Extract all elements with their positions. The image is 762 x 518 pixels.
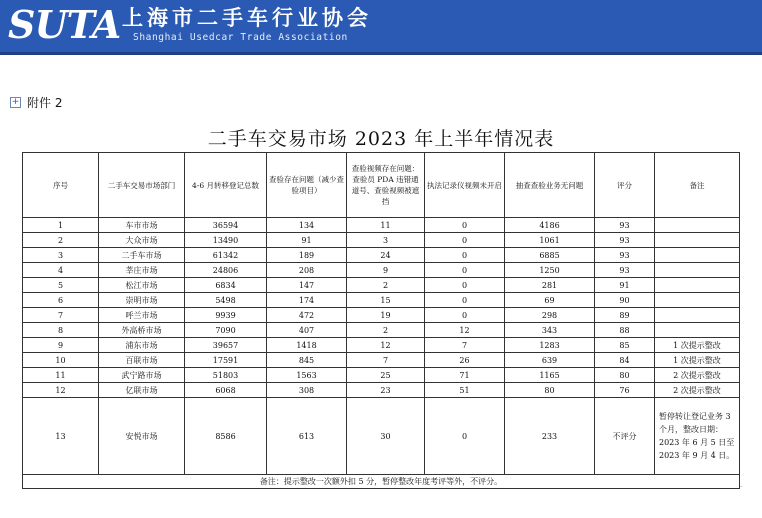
- cell-inspect: 189: [267, 248, 347, 263]
- cell-market: 呼兰市场: [99, 308, 185, 323]
- cell-market: 车市市场: [99, 218, 185, 233]
- cell-score: 不评分: [595, 398, 655, 475]
- cell-video: 30: [347, 398, 425, 475]
- column-header: 二手车交易市场部门: [99, 153, 185, 218]
- cell-recorder: 0: [425, 308, 505, 323]
- column-header: 查验视频存在问题：查验员 PDA 违错通道号、查验视频被遮挡: [347, 153, 425, 218]
- cell-video: 15: [347, 293, 425, 308]
- cell-note: [655, 323, 740, 338]
- cell-note: [655, 278, 740, 293]
- column-header: 抽查查验业务无问题: [505, 153, 595, 218]
- cell-market: 大众市场: [99, 233, 185, 248]
- table-row: [23, 278, 740, 293]
- table-row: [23, 263, 740, 278]
- cell-no: 9: [23, 338, 99, 353]
- attachment-label: 附件 2: [27, 96, 63, 110]
- cell-transfers: 5498: [185, 293, 267, 308]
- cell-sample: 4186: [505, 218, 595, 233]
- footer-row: [23, 475, 740, 489]
- cell-video: 24: [347, 248, 425, 263]
- cell-video: 11: [347, 218, 425, 233]
- table-row: [23, 353, 740, 368]
- cell-recorder: 0: [425, 233, 505, 248]
- cell-sample: 233: [505, 398, 595, 475]
- cell-inspect: 147: [267, 278, 347, 293]
- cell-inspect: 308: [267, 383, 347, 398]
- cell-transfers: 6068: [185, 383, 267, 398]
- cell-inspect: 91: [267, 233, 347, 248]
- org-name-en: Shanghai Usedcar Trade Association: [133, 32, 348, 43]
- cell-note: [655, 293, 740, 308]
- cell-market: 武宁路市场: [99, 368, 185, 383]
- cell-recorder: 0: [425, 218, 505, 233]
- cell-no: 6: [23, 293, 99, 308]
- cell-no: 12: [23, 383, 99, 398]
- cell-recorder: 51: [425, 383, 505, 398]
- table-row: [23, 323, 740, 338]
- cell-recorder: 0: [425, 278, 505, 293]
- cell-no: 13: [23, 398, 99, 475]
- table-row: [23, 368, 740, 383]
- table-row: [23, 218, 740, 233]
- cell-transfers: 61342: [185, 248, 267, 263]
- cell-transfers: 9939: [185, 308, 267, 323]
- column-header: 查验存在问题（减少查验项目）: [267, 153, 347, 218]
- table-header-row: [23, 153, 740, 218]
- cell-market: 亿联市场: [99, 383, 185, 398]
- cell-video: 9: [347, 263, 425, 278]
- cell-no: 7: [23, 308, 99, 323]
- cell-no: 8: [23, 323, 99, 338]
- cell-note: [655, 263, 740, 278]
- cell-market: 外高桥市场: [99, 323, 185, 338]
- cell-market: 浦东市场: [99, 338, 185, 353]
- cell-sample: 69: [505, 293, 595, 308]
- table-row: [23, 383, 740, 398]
- cell-sample: 298: [505, 308, 595, 323]
- cell-sample: 1283: [505, 338, 595, 353]
- cell-inspect: 1418: [267, 338, 347, 353]
- cell-recorder: 26: [425, 353, 505, 368]
- cell-score: 84: [595, 353, 655, 368]
- cell-score: 80: [595, 368, 655, 383]
- cell-market: 安悦市场: [99, 398, 185, 475]
- cell-score: 93: [595, 218, 655, 233]
- table-row: [23, 338, 740, 353]
- page-mark: ·: [740, 483, 743, 491]
- cell-no: 1: [23, 218, 99, 233]
- cell-sample: 1165: [505, 368, 595, 383]
- suta-logo: SUTA: [8, 2, 121, 47]
- cell-inspect: 1563: [267, 368, 347, 383]
- cell-note: 2 次提示整改: [655, 368, 740, 383]
- column-header: 4-6 月转移登记总数: [185, 153, 267, 218]
- cell-inspect: 174: [267, 293, 347, 308]
- cell-transfers: 39657: [185, 338, 267, 353]
- attachment-link[interactable]: [10, 94, 62, 111]
- cell-note: 暂停转让登记业务 3 个月，整改日期：2023 年 6 月 5 日至 2023 年 9 月 4 日。: [655, 398, 740, 475]
- cell-transfers: 7090: [185, 323, 267, 338]
- column-header: 序号: [23, 153, 99, 218]
- cell-score: 93: [595, 248, 655, 263]
- cell-video: 12: [347, 338, 425, 353]
- footer-note: 备注：提示整改一次额外扣 5 分，暂停整改年度考评等外，不评分。: [23, 475, 740, 489]
- cell-note: 2 次提示整改: [655, 383, 740, 398]
- cell-market: 崇明市场: [99, 293, 185, 308]
- column-header: 评分: [595, 153, 655, 218]
- table-row: [23, 248, 740, 263]
- column-header: 备注: [655, 153, 740, 218]
- cell-transfers: 36594: [185, 218, 267, 233]
- cell-inspect: 845: [267, 353, 347, 368]
- cell-video: 7: [347, 353, 425, 368]
- cell-recorder: 7: [425, 338, 505, 353]
- cell-no: 10: [23, 353, 99, 368]
- cell-score: 89: [595, 308, 655, 323]
- cell-no: 11: [23, 368, 99, 383]
- cell-market: 百联市场: [99, 353, 185, 368]
- cell-video: 25: [347, 368, 425, 383]
- cell-note: [655, 248, 740, 263]
- cell-recorder: 12: [425, 323, 505, 338]
- cell-score: 93: [595, 233, 655, 248]
- cell-note: 1 次提示整改: [655, 338, 740, 353]
- cell-no: 4: [23, 263, 99, 278]
- cell-recorder: 0: [425, 263, 505, 278]
- cell-sample: 639: [505, 353, 595, 368]
- cell-sample: 281: [505, 278, 595, 293]
- market-table: [22, 152, 743, 491]
- cell-transfers: 24806: [185, 263, 267, 278]
- cell-score: 88: [595, 323, 655, 338]
- cell-note: [655, 308, 740, 323]
- cell-sample: 343: [505, 323, 595, 338]
- table-row: [23, 398, 740, 475]
- cell-no: 2: [23, 233, 99, 248]
- table-row: [23, 293, 740, 308]
- expand-icon[interactable]: +: [11, 97, 20, 107]
- cell-recorder: 0: [425, 398, 505, 475]
- cell-no: 3: [23, 248, 99, 263]
- cell-score: 85: [595, 338, 655, 353]
- cell-transfers: 8586: [185, 398, 267, 475]
- page-title: 二手车交易市场 2023 年上半年情况表: [207, 128, 555, 150]
- cell-transfers: 17591: [185, 353, 267, 368]
- table-row: [23, 233, 740, 248]
- org-name-cn: 上海市二手车行业协会: [122, 6, 372, 30]
- cell-transfers: 6834: [185, 278, 267, 293]
- cell-video: 19: [347, 308, 425, 323]
- header-banner: [0, 0, 762, 55]
- cell-inspect: 208: [267, 263, 347, 278]
- cell-sample: 6885: [505, 248, 595, 263]
- cell-score: 91: [595, 278, 655, 293]
- cell-sample: 1061: [505, 233, 595, 248]
- cell-market: 二手车市场: [99, 248, 185, 263]
- column-header: 执法记录仪视频未开启: [425, 153, 505, 218]
- cell-inspect: 134: [267, 218, 347, 233]
- cell-transfers: 51803: [185, 368, 267, 383]
- cell-transfers: 13490: [185, 233, 267, 248]
- cell-score: 90: [595, 293, 655, 308]
- cell-video: 23: [347, 383, 425, 398]
- cell-sample: 1250: [505, 263, 595, 278]
- cell-market: 莘庄市场: [99, 263, 185, 278]
- cell-no: 5: [23, 278, 99, 293]
- cell-recorder: 0: [425, 293, 505, 308]
- cell-note: 1 次提示整改: [655, 353, 740, 368]
- cell-recorder: 71: [425, 368, 505, 383]
- cell-note: [655, 218, 740, 233]
- cell-score: 76: [595, 383, 655, 398]
- cell-video: 3: [347, 233, 425, 248]
- cell-market: 松江市场: [99, 278, 185, 293]
- cell-inspect: 407: [267, 323, 347, 338]
- cell-inspect: 472: [267, 308, 347, 323]
- cell-inspect: 613: [267, 398, 347, 475]
- cell-sample: 80: [505, 383, 595, 398]
- cell-recorder: 0: [425, 248, 505, 263]
- cell-video: 2: [347, 323, 425, 338]
- cell-score: 93: [595, 263, 655, 278]
- cell-note: [655, 233, 740, 248]
- cell-video: 2: [347, 278, 425, 293]
- table-row: [23, 308, 740, 323]
